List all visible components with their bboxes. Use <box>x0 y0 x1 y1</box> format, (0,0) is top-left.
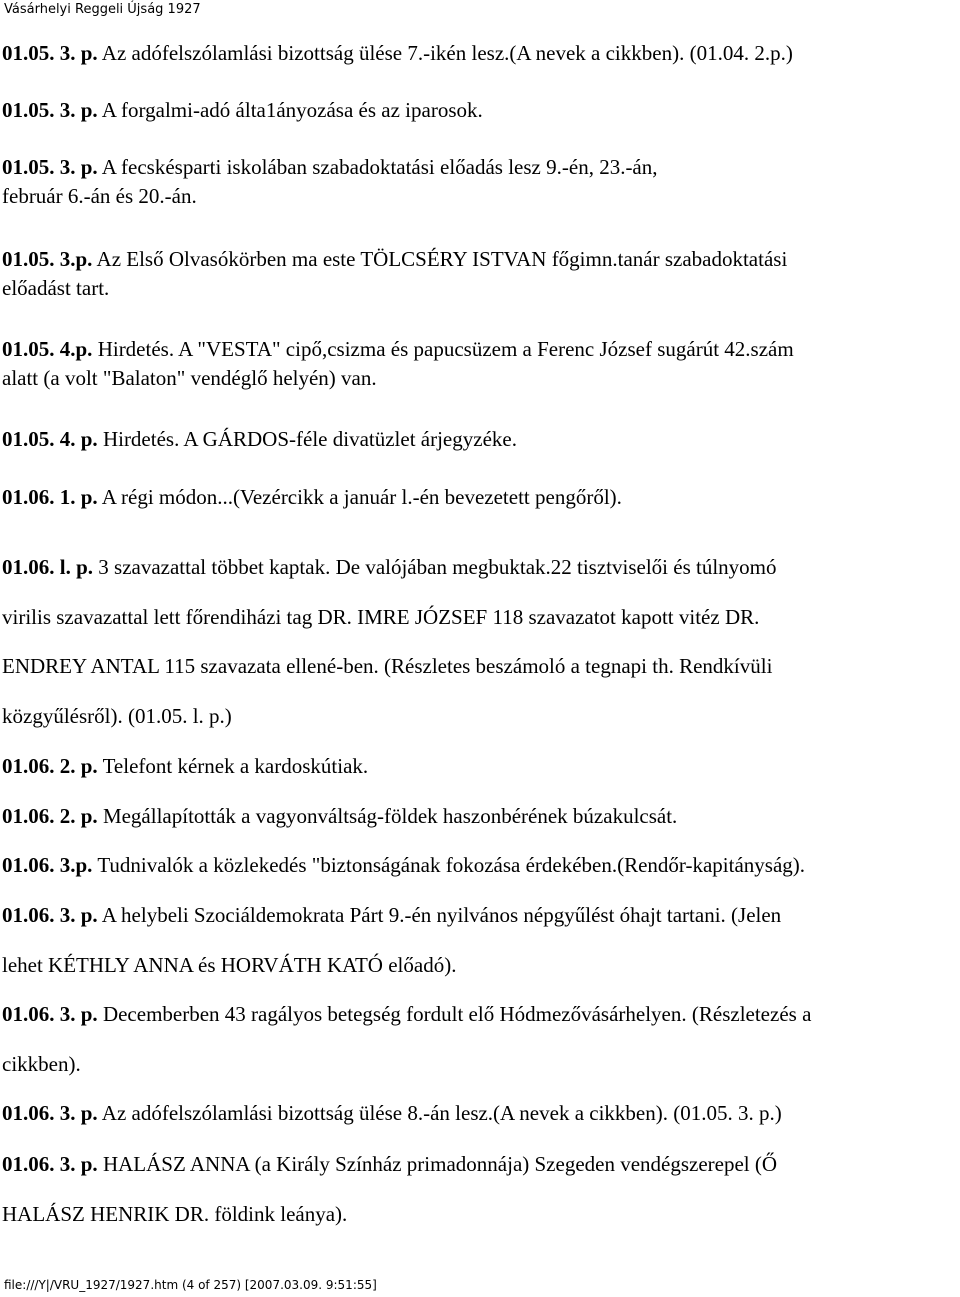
entry-ref: 01.05. 3.p. <box>2 247 93 271</box>
entry-line <box>2 891 958 941</box>
entry-text: Megállapították a vagyonváltság-földek haszonbérének búzakulcsát. <box>102 804 678 828</box>
entry-text: Hirdetés. A GÁRDOS-féle divatüzlet árjegyzéke. <box>102 427 517 451</box>
entry-text: alatt (a volt "Balaton" vendéglő helyén) van. <box>2 366 377 390</box>
entry-ref: 01.06. 3.p. <box>2 853 93 877</box>
entry-ref: 01.05. 3. p. <box>2 98 98 122</box>
entry-line <box>2 39 958 68</box>
list-item <box>2 335 958 393</box>
newspaper-title: Vásárhelyi Reggeli Újság 1927 <box>4 2 201 17</box>
list-item <box>2 752 958 781</box>
entry-line <box>2 802 958 831</box>
list-item <box>2 39 958 68</box>
entry-ref: 01.06. 1. p. <box>2 485 98 509</box>
entry-line <box>2 851 958 880</box>
entry-line <box>2 543 958 593</box>
entry-text: 3 szavazattal többet kaptak. De valójában megbuktak.22 tisztviselői és túlnyomó <box>98 555 777 579</box>
entry-line <box>2 483 958 512</box>
entry-text: A helybeli Szociáldemokrata Párt 9.-én nyilvános népgyűlést óhajt tartani. (Jelen <box>101 903 782 927</box>
list-item <box>2 96 958 125</box>
list-item <box>2 425 958 454</box>
entry-text: lehet KÉTHLY ANNA és HORVÁTH KATÓ előadó). <box>2 952 457 977</box>
entry-ref: 01.05. 3. p. <box>2 41 98 65</box>
entry-text: Telefont kérnek a kardoskútiak. <box>102 754 369 778</box>
entry-ref: 01.06. 3. p. <box>2 1101 98 1125</box>
entry-text: virilis szavazattal lett főrendiházi tag DR. IMRE JÓZSEF 118 szavazatot kapott vitéz DR. <box>2 604 760 629</box>
entry-ref: 01.06. 3. p. <box>2 1152 98 1176</box>
entry-line <box>2 752 958 781</box>
entry-line <box>2 1099 958 1128</box>
entry-text: Hirdetés. A "VESTA" cipő,csizma és papucsüzem a Ferenc József sugárút 42.szám <box>97 337 794 361</box>
list-item <box>2 990 958 1089</box>
entry-text: cikkben). <box>2 1051 81 1076</box>
entry-ref: 01.06. l. p. <box>2 555 94 579</box>
list-item <box>2 245 958 303</box>
page-footer <box>4 1277 377 1293</box>
entry-line <box>2 425 958 454</box>
entry-text: előadást tart. <box>2 276 110 300</box>
list-item <box>2 543 958 741</box>
list-item <box>2 153 958 211</box>
list-item <box>2 483 958 512</box>
list-item <box>2 802 958 831</box>
list-item <box>2 891 958 990</box>
entry-ref: 01.05. 3. p. <box>2 155 98 179</box>
entry-text: közgyűlésről). (01.05. l. p.) <box>2 703 232 728</box>
file-path: file:///Y|/VRU_1927/1927.htm (4 of 257) [2007.03.09. 9:51:55] <box>4 1278 377 1292</box>
entry-text: Az Első Olvasókörben ma este TÖLCSÉRY ISTVAN főgimn.tanár szabadoktatási <box>96 247 788 271</box>
entry-line <box>2 245 958 274</box>
list-item <box>2 1099 958 1128</box>
entry-ref: 01.05. 4.p. <box>2 337 93 361</box>
entry-text: HALÁSZ ANNA (a Király Színház primadonnája) Szegeden vendégszerepel (Ő <box>102 1152 778 1176</box>
entry-text: A forgalmi-adó álta1ányozása és az iparosok. <box>101 98 483 122</box>
entry-text: A fecskésparti iskolában szabadoktatási előadás lesz 9.-én, 23.-án, <box>101 155 658 179</box>
entry-line <box>2 153 958 182</box>
entry-line <box>2 1140 958 1190</box>
entry-text: ENDREY ANTAL 115 szavazata ellené-ben. (Részletes beszámoló a tegnapi th. Rendkívüli <box>2 654 773 678</box>
entry-text: Tudnivalók a közlekedés "biztonságának fokozása érdekében.(Rendőr-kapitányság). <box>97 853 806 877</box>
entry-ref: 01.06. 2. p. <box>2 804 98 828</box>
entry-text: HALÁSZ HENRIK DR. földink leánya). <box>2 1201 348 1226</box>
list-item <box>2 851 958 880</box>
entry-ref: 01.06. 2. p. <box>2 754 98 778</box>
entry-line <box>2 335 958 364</box>
entry-text: Decemberben 43 ragályos betegség fordult elő Hódmezővásárhelyen. (Részletezés a <box>102 1002 812 1026</box>
entry-ref: 01.06. 3. p. <box>2 1002 98 1026</box>
entry-ref: 01.05. 4. p. <box>2 427 98 451</box>
entry-ref: 01.06. 3. p. <box>2 903 98 927</box>
list-item <box>2 1140 958 1239</box>
entry-line <box>2 990 958 1040</box>
entry-text: A régi módon...(Vezércikk a január l.-én bevezetett pengőről). <box>101 485 622 509</box>
entry-line <box>2 96 958 125</box>
entry-text: Az adófelszólamlási bizottság ülése 8.-án lesz.(A nevek a cikkben). (01.05. 3. p.) <box>101 1101 782 1125</box>
entry-text: február 6.-án és 20.-án. <box>2 184 197 208</box>
entry-text: Az adófelszólamlási bizottság ülése 7.-ikén lesz.(A nevek a cikkben). (01.04. 2.p.) <box>101 41 793 65</box>
page-header <box>4 1 201 19</box>
